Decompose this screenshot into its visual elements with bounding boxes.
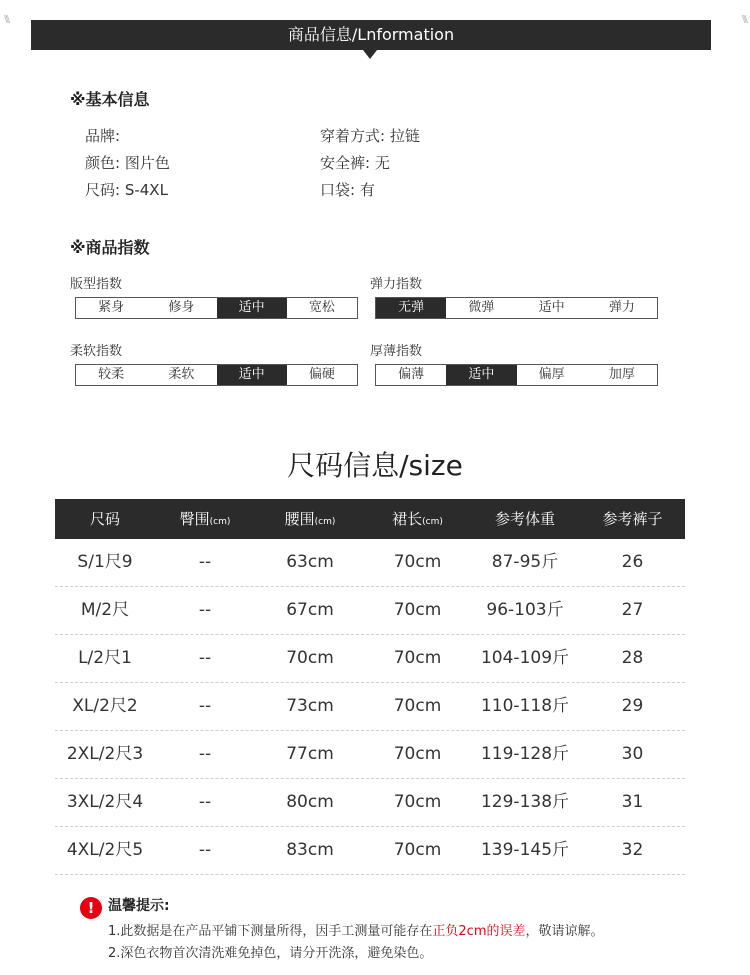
header-text: 裙长 xyxy=(392,510,423,528)
tips-line-1 xyxy=(108,920,604,939)
index-option-selected: 适中 xyxy=(446,365,516,385)
index-label-thickness: 厚薄指数 xyxy=(370,344,423,359)
table-cell: 73cm xyxy=(286,696,334,716)
index-label-stretch: 弹力指数 xyxy=(370,277,423,292)
table-cell: 67cm xyxy=(286,600,334,620)
table-row xyxy=(55,539,685,587)
header-unit: (cm) xyxy=(422,517,443,527)
header-cell-pants-size xyxy=(580,499,685,539)
table-cell: 70cm xyxy=(393,840,442,860)
size-table-header xyxy=(55,499,685,539)
tips-line-2: 2.深色衣物首次清洗难免掉色，请分开洗涤，避免染色。 xyxy=(108,946,433,961)
index-option: 加厚 xyxy=(608,367,635,382)
index-option: 偏厚 xyxy=(538,367,565,382)
info-brand: 品牌: xyxy=(85,127,121,145)
table-cell: 70cm xyxy=(393,648,442,668)
table-cell: 104-109斤 xyxy=(480,648,570,668)
info-pocket: 口袋: 有 xyxy=(320,181,375,199)
index-group-softness xyxy=(75,364,358,386)
info-header-bar xyxy=(31,20,711,50)
table-cell: -- xyxy=(198,744,212,764)
table-cell: -- xyxy=(198,696,212,716)
table-cell: S/1尺9 xyxy=(77,552,133,572)
table-cell: 70cm xyxy=(393,696,442,716)
table-cell: 70cm xyxy=(393,744,442,764)
header-unit: (cm) xyxy=(314,517,336,527)
tips-text: ，敬请谅解。 xyxy=(525,924,604,939)
tips-text: 1.此数据是在产品平铺下测量所得，因手工测量可能存在 xyxy=(108,924,433,939)
header-pointer-arrow xyxy=(363,50,377,59)
index-option-selected: 无弹 xyxy=(376,298,446,318)
corner-decoration-left: \\\ xyxy=(4,14,9,25)
index-option: 弹力 xyxy=(608,300,635,315)
header-cell-weight xyxy=(470,499,580,539)
header-cell-hip xyxy=(155,499,255,539)
table-row xyxy=(55,779,685,827)
index-option: 微弹 xyxy=(468,300,495,315)
table-cell: M/2尺 xyxy=(80,600,130,620)
table-cell: -- xyxy=(198,648,212,668)
table-cell: 70cm xyxy=(286,648,334,668)
header-unit: (cm) xyxy=(209,517,231,527)
header-text: 尺码 xyxy=(89,510,120,528)
index-option: 柔软 xyxy=(168,367,195,382)
header-cell-skirt-length xyxy=(365,499,470,539)
size-info-title: 尺码信息/size xyxy=(287,449,463,482)
table-cell: 80cm xyxy=(286,792,334,812)
table-cell: 2XL/2尺3 xyxy=(66,744,144,764)
table-cell: 29 xyxy=(621,696,644,716)
table-cell: 77cm xyxy=(286,744,334,764)
info-safety-shorts: 安全裤: 无 xyxy=(320,154,390,172)
header-text: 臀围 xyxy=(179,510,210,528)
tips-title: 温馨提示: xyxy=(108,898,170,914)
index-option: 紧身 xyxy=(98,300,125,315)
header-cell-waist xyxy=(255,499,365,539)
index-option-selected: 适中 xyxy=(217,298,287,318)
index-group-stretch xyxy=(375,297,658,319)
table-cell: -- xyxy=(198,600,212,620)
table-cell: 3XL/2尺4 xyxy=(66,792,144,812)
header-text: 参考裤子 xyxy=(602,510,663,528)
index-label-softness: 柔软指数 xyxy=(70,344,123,359)
info-color: 颜色: 图片色 xyxy=(85,154,170,172)
table-cell: 32 xyxy=(621,840,644,860)
index-option: 偏硬 xyxy=(308,367,335,382)
table-cell: 70cm xyxy=(393,552,442,572)
table-cell: -- xyxy=(198,840,212,860)
table-cell: 28 xyxy=(621,648,644,668)
index-option: 较柔 xyxy=(98,367,125,382)
table-cell: 129-138斤 xyxy=(480,792,570,812)
index-option: 适中 xyxy=(538,300,565,315)
table-cell: 70cm xyxy=(393,792,442,812)
index-option: 宽松 xyxy=(308,300,335,315)
table-cell: 31 xyxy=(621,792,644,812)
table-cell: 96-103斤 xyxy=(486,600,564,620)
table-cell: 63cm xyxy=(286,552,334,572)
table-cell: 110-118斤 xyxy=(480,696,570,716)
index-option-selected: 适中 xyxy=(217,365,287,385)
product-index-heading: ※商品指数 xyxy=(70,238,150,257)
index-option: 修身 xyxy=(168,300,195,315)
index-label-fit: 版型指数 xyxy=(70,277,123,292)
table-cell: -- xyxy=(198,792,212,812)
table-row xyxy=(55,683,685,731)
table-cell: 30 xyxy=(621,744,644,764)
table-cell: 4XL/2尺5 xyxy=(66,840,144,860)
table-row xyxy=(55,827,685,875)
size-table xyxy=(55,499,685,875)
header-cell-size xyxy=(55,499,155,539)
header-text: 参考体重 xyxy=(494,510,555,528)
index-group-fit xyxy=(75,297,358,319)
basic-info-heading: ※基本信息 xyxy=(70,90,150,109)
table-cell: 87-95斤 xyxy=(491,552,559,572)
index-group-thickness xyxy=(375,364,658,386)
table-cell: L/2尺1 xyxy=(78,648,132,668)
table-cell: 83cm xyxy=(286,840,334,860)
info-header-title: 商品信息/Lnformation xyxy=(287,25,455,44)
warning-icon: ! xyxy=(80,897,102,919)
table-row xyxy=(55,731,685,779)
table-cell: 119-128斤 xyxy=(480,744,570,764)
table-cell: 70cm xyxy=(393,600,442,620)
table-row xyxy=(55,587,685,635)
table-cell: 27 xyxy=(621,600,644,620)
table-cell: 26 xyxy=(621,552,644,572)
table-cell: XL/2尺2 xyxy=(72,696,138,716)
tips-warning-text: 正负2cm的误差 xyxy=(432,924,526,939)
table-cell: -- xyxy=(198,552,212,572)
info-closure: 穿着方式: 拉链 xyxy=(320,127,420,145)
table-cell: 139-145斤 xyxy=(480,840,570,860)
corner-decoration-right: \\\ xyxy=(741,14,746,25)
index-option: 偏薄 xyxy=(398,367,425,382)
info-size-range: 尺码: S-4XL xyxy=(85,181,168,199)
header-text: 腰围 xyxy=(284,510,315,528)
table-row xyxy=(55,635,685,683)
